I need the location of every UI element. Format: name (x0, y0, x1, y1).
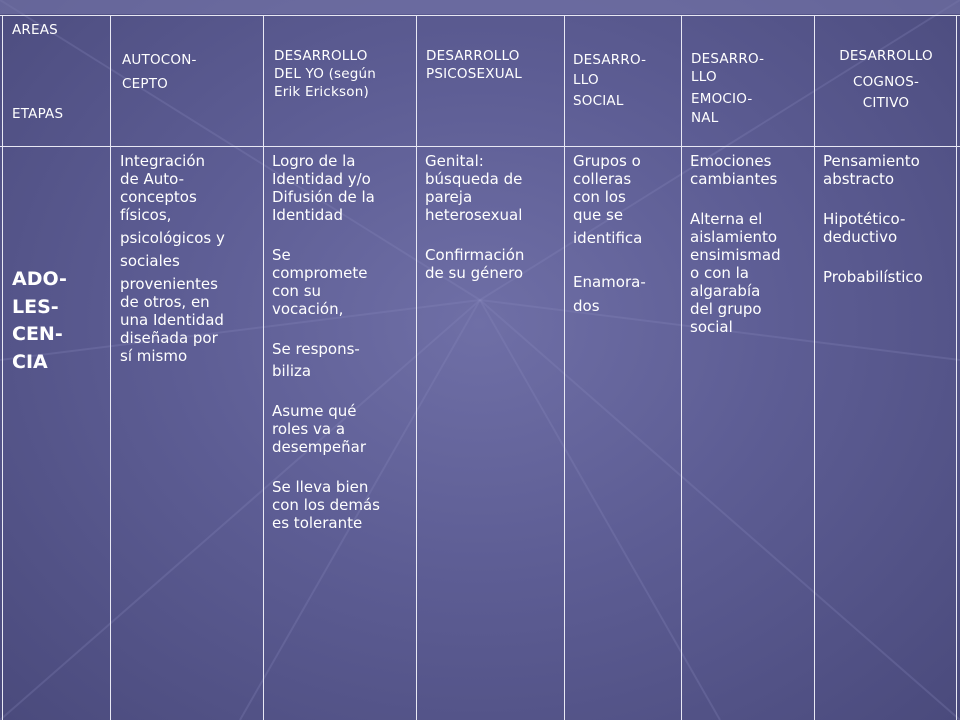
cell-autoconcepto: Integración de Auto- conceptos físicos, psicológicos y sociales provenientes de otros, en una Identidad diseñada por sí mismo (120, 152, 225, 365)
col-border (564, 15, 565, 720)
col-border (2, 15, 3, 720)
cell-social: Grupos o colleras con los que se identifica Enamora- dos (573, 152, 646, 315)
header-areas: AREAS (12, 22, 58, 38)
table-top-border (0, 15, 960, 16)
col-border (681, 15, 682, 720)
cell-desarrollo-yo: Logro de la Identidad y/o Difusión de la Identidad Se compromete con su vocación, Se respons- biliza Asume qué roles va a desempeñar Se lleva bien con los demás es tolerante (272, 152, 380, 532)
header-social: DESARRO- LLO SOCIAL (573, 52, 647, 109)
header-psicosexual: DESARROLLO PSICOSEXUAL (426, 48, 522, 83)
col-border (263, 15, 264, 720)
header-emocional: DESARRO- LLO EMOCIO- NAL (691, 51, 765, 126)
cell-psicosexual: Genital: búsqueda de pareja heterosexual Confirmación de su género (425, 152, 525, 282)
header-desarrollo-yo: DESARROLLO DEL YO (según Erik Erickson) (274, 48, 377, 101)
col-border (956, 15, 957, 720)
col-border (416, 15, 417, 720)
header-autoconcepto: AUTOCON- CEPTO (122, 52, 197, 93)
header-cognoscitivo: DESARROLLO COGNOS- CITIVO (839, 48, 933, 111)
cell-cognoscitivo: Pensamiento abstracto Hipotético- deductivo Probabilístico (823, 152, 923, 286)
col-border (110, 15, 111, 720)
header-etapas: ETAPAS (12, 106, 64, 122)
col-border (814, 15, 815, 720)
cell-emocional: Emociones cambiantes Alterna el aislamiento ensimismad o con la algarabía del grupo social (690, 152, 781, 336)
header-separator (0, 146, 960, 147)
stage-adolescencia: ADO- LES- CEN- CIA (12, 268, 67, 373)
